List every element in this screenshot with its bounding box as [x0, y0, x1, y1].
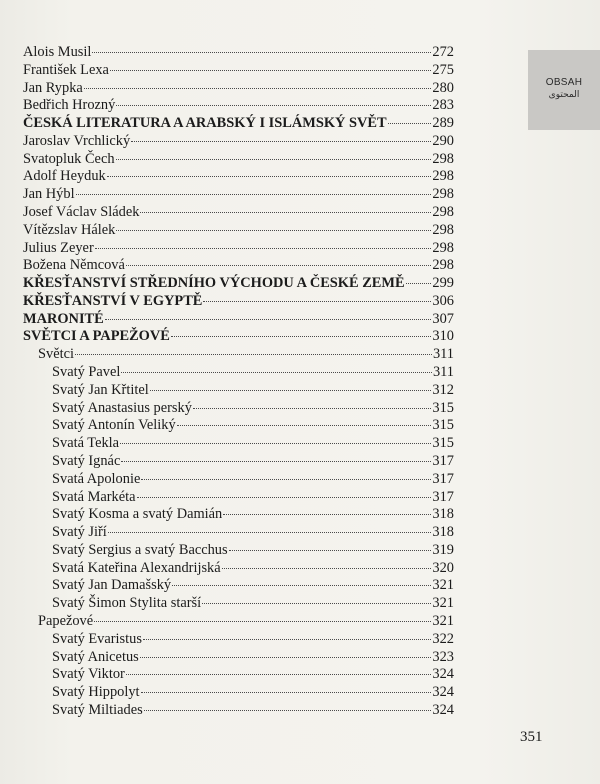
toc-entry-title: Svatý Jan Damašský — [52, 577, 172, 594]
toc-entry-title: Svatý Pavel — [52, 364, 121, 381]
toc-dot-leader — [121, 460, 431, 462]
toc-dot-leader — [150, 389, 432, 391]
toc-entry-title: Jan Rypka — [23, 79, 83, 96]
toc-entry — [23, 222, 454, 239]
toc-entry-title: Julius Zeyer — [23, 239, 94, 256]
toc-dot-leader — [141, 691, 432, 693]
toc-entry-title: Alois Musil — [23, 44, 92, 60]
toc-entry — [52, 684, 454, 701]
toc-entry-title: Svatý Viktor — [52, 666, 125, 683]
toc-entry-page: 311 — [432, 364, 454, 381]
toc-dot-leader — [107, 175, 432, 177]
toc-entry-title: Božena Němcová — [23, 257, 125, 274]
toc-entry-page: 317 — [432, 452, 454, 469]
toc-dot-leader — [140, 656, 432, 658]
toc-entry — [52, 489, 454, 506]
toc-entry-page: 321 — [432, 612, 454, 629]
toc-dot-leader — [177, 424, 432, 426]
toc-entry-page: 298 — [432, 186, 454, 203]
toc-entry — [23, 275, 454, 292]
toc-entry-page: 322 — [432, 630, 454, 647]
toc-entry-page: 315 — [432, 435, 454, 452]
toc-entry — [23, 80, 454, 97]
toc-dot-leader — [126, 673, 432, 675]
toc-entry-title: Svatý Sergius a svatý Bacchus — [52, 541, 228, 558]
toc-entry — [52, 435, 454, 452]
toc-entry-page: 283 — [432, 97, 454, 114]
toc-entry — [23, 115, 454, 132]
toc-entry — [38, 346, 454, 363]
toc-entry-page: 280 — [432, 79, 454, 96]
toc-entry-page: 321 — [432, 577, 454, 594]
toc-entry-page: 317 — [432, 470, 454, 487]
toc-dot-leader — [388, 122, 432, 124]
toc-entry — [23, 311, 454, 328]
toc-entry — [52, 649, 454, 666]
section-tab-subtitle: المحتوى — [548, 90, 580, 100]
toc-entry — [23, 133, 454, 150]
toc-entry-title: Svatý Šimon Stylita starší — [52, 595, 202, 612]
toc-dot-leader — [143, 638, 431, 640]
toc-dot-leader — [116, 158, 432, 160]
toc-entry-title: Svatý Jiří — [52, 524, 107, 541]
toc-entry-title: Papežové — [38, 612, 94, 629]
toc-dot-leader — [203, 300, 431, 302]
toc-entry-title: Svatopluk Čech — [23, 150, 115, 167]
toc-entry — [52, 506, 454, 523]
toc-entry — [23, 97, 454, 114]
toc-entry-title: Jan Hýbl — [23, 186, 75, 203]
toc-entry-title: SVĚTCI A PAPEŽOVÉ — [23, 328, 170, 345]
toc-entry-page: 311 — [432, 346, 454, 363]
toc-dot-leader — [406, 282, 432, 284]
toc-entry-title: Svatý Kosma a svatý Damián — [52, 506, 223, 523]
toc-entry-title: Svatý Anicetus — [52, 648, 139, 665]
toc-entry-title: Vítězslav Hálek — [23, 221, 116, 238]
toc-entry-page: 324 — [432, 684, 454, 701]
toc-dot-leader — [131, 140, 431, 142]
toc-entry-page: 298 — [432, 257, 454, 274]
toc-entry-page: 319 — [432, 541, 454, 558]
toc-dot-leader — [172, 584, 431, 586]
toc-dot-leader — [84, 87, 432, 89]
toc-entry — [52, 595, 454, 612]
toc-entry-title: František Lexa — [23, 61, 109, 78]
toc-entry — [52, 702, 454, 719]
toc-entry-page: 298 — [432, 239, 454, 256]
toc-entry-title: Svatá Tekla — [52, 435, 120, 452]
toc-entry — [52, 560, 454, 577]
toc-entry — [23, 44, 454, 61]
toc-entry-page: 298 — [432, 168, 454, 185]
toc-entry-page: 272 — [432, 44, 454, 60]
toc-entry-title: KŘESŤANSTVÍ STŘEDNÍHO VÝCHODU A ČESKÉ ZEMĚ — [23, 275, 405, 292]
toc-entry-page: 321 — [432, 595, 454, 612]
toc-entry-title: Svatý Miltiades — [52, 701, 143, 718]
toc-entry-page: 289 — [432, 115, 454, 132]
toc-entry-page: 324 — [432, 701, 454, 718]
toc-entry — [23, 293, 454, 310]
toc-dot-leader — [116, 104, 431, 106]
toc-dot-leader — [116, 229, 431, 231]
toc-entry-title: Svatý Evaristus — [52, 630, 142, 647]
toc-dot-leader — [144, 709, 432, 711]
toc-entry-page: 306 — [432, 292, 454, 309]
toc-entry — [23, 151, 454, 168]
toc-entry — [23, 186, 454, 203]
toc-entry-title: ČESKÁ LITERATURA A ARABSKÝ I ISLÁMSKÝ SVĚT — [23, 115, 387, 132]
toc-dot-leader — [171, 335, 432, 337]
toc-entry-title: Svatý Jan Křtitel — [52, 381, 149, 398]
toc-dot-leader — [108, 531, 432, 533]
toc-dot-leader — [193, 407, 432, 409]
toc-entry — [52, 364, 454, 381]
toc-dot-leader — [120, 442, 431, 444]
toc-entry — [52, 471, 454, 488]
toc-entry-page: 307 — [432, 310, 454, 327]
toc-entry-title: Bedřich Hrozný — [23, 97, 116, 114]
toc-dot-leader — [223, 513, 431, 515]
toc-entry-page: 298 — [432, 221, 454, 238]
toc-dot-leader — [94, 620, 431, 622]
toc-entry-page: 298 — [432, 150, 454, 167]
toc-entry-page: 315 — [432, 417, 454, 434]
toc-entry-page: 315 — [432, 399, 454, 416]
toc-entry-title: Josef Václav Sládek — [23, 204, 140, 221]
toc-entry-page: 318 — [432, 524, 454, 541]
toc-entry — [23, 62, 454, 79]
toc-entry-page: 312 — [432, 381, 454, 398]
section-tab — [528, 50, 600, 130]
toc-entry — [52, 577, 454, 594]
toc-dot-leader — [76, 193, 432, 195]
toc-entry-page: 299 — [432, 275, 454, 292]
section-tab-title: OBSAH — [545, 77, 583, 88]
toc-entry-page: 317 — [432, 488, 454, 505]
toc-dot-leader — [110, 69, 431, 71]
toc-entry-page: 310 — [432, 328, 454, 345]
toc-dot-leader — [202, 602, 431, 604]
toc-entry-page: 318 — [432, 506, 454, 523]
toc-entry — [52, 542, 454, 559]
toc-entry-title: Svatý Anastasius perský — [52, 399, 192, 416]
toc-entry — [52, 400, 454, 417]
toc-entry — [52, 382, 454, 399]
toc-entry-title: Svatá Apolonie — [52, 470, 141, 487]
page-number: 351 — [520, 729, 543, 745]
toc-entry-page: 323 — [432, 648, 454, 665]
toc-dot-leader — [137, 496, 432, 498]
toc-entry-title: Svatý Hippolyt — [52, 684, 140, 701]
toc-dot-leader — [229, 549, 432, 551]
toc-entry-page: 320 — [432, 559, 454, 576]
toc-entry-title: MARONITÉ — [23, 310, 104, 327]
toc-entry — [23, 204, 454, 221]
toc-entry-title: KŘESŤANSTVÍ V EGYPTĚ — [23, 292, 203, 309]
toc-entry-page: 290 — [432, 132, 454, 149]
toc-entry — [52, 666, 454, 683]
toc-entry — [23, 168, 454, 185]
toc-entry — [52, 524, 454, 541]
toc-entry — [52, 631, 454, 648]
toc-entry — [38, 613, 454, 630]
toc-entry-title: Svatý Antonín Veliký — [52, 417, 176, 434]
toc-entry-page: 275 — [432, 61, 454, 78]
toc-entry-page: 324 — [432, 666, 454, 683]
toc-entry — [23, 328, 454, 345]
toc-entry-title: Svatá Markéta — [52, 488, 136, 505]
toc-entry — [52, 417, 454, 434]
toc-entry-title: Jaroslav Vrchlický — [23, 132, 131, 149]
toc-entry — [23, 240, 454, 257]
toc-dot-leader — [95, 247, 432, 249]
toc-dot-leader — [126, 264, 432, 266]
toc-dot-leader — [105, 318, 432, 320]
toc-entry — [23, 257, 454, 274]
toc-dot-leader — [121, 371, 432, 373]
toc-dot-leader — [140, 211, 431, 213]
toc-entry-page: 298 — [432, 204, 454, 221]
toc-dot-leader — [222, 567, 432, 569]
toc-dot-leader — [141, 478, 431, 480]
toc-entry — [52, 453, 454, 470]
toc-dot-leader — [75, 353, 432, 355]
toc-entry-title: Světci — [38, 346, 74, 363]
toc-dot-leader — [92, 51, 431, 53]
toc-entry-title: Svatá Kateřina Alexandrijská — [52, 559, 221, 576]
toc-entry-title: Svatý Ignác — [52, 452, 121, 469]
toc-entry-title: Adolf Heyduk — [23, 168, 106, 185]
